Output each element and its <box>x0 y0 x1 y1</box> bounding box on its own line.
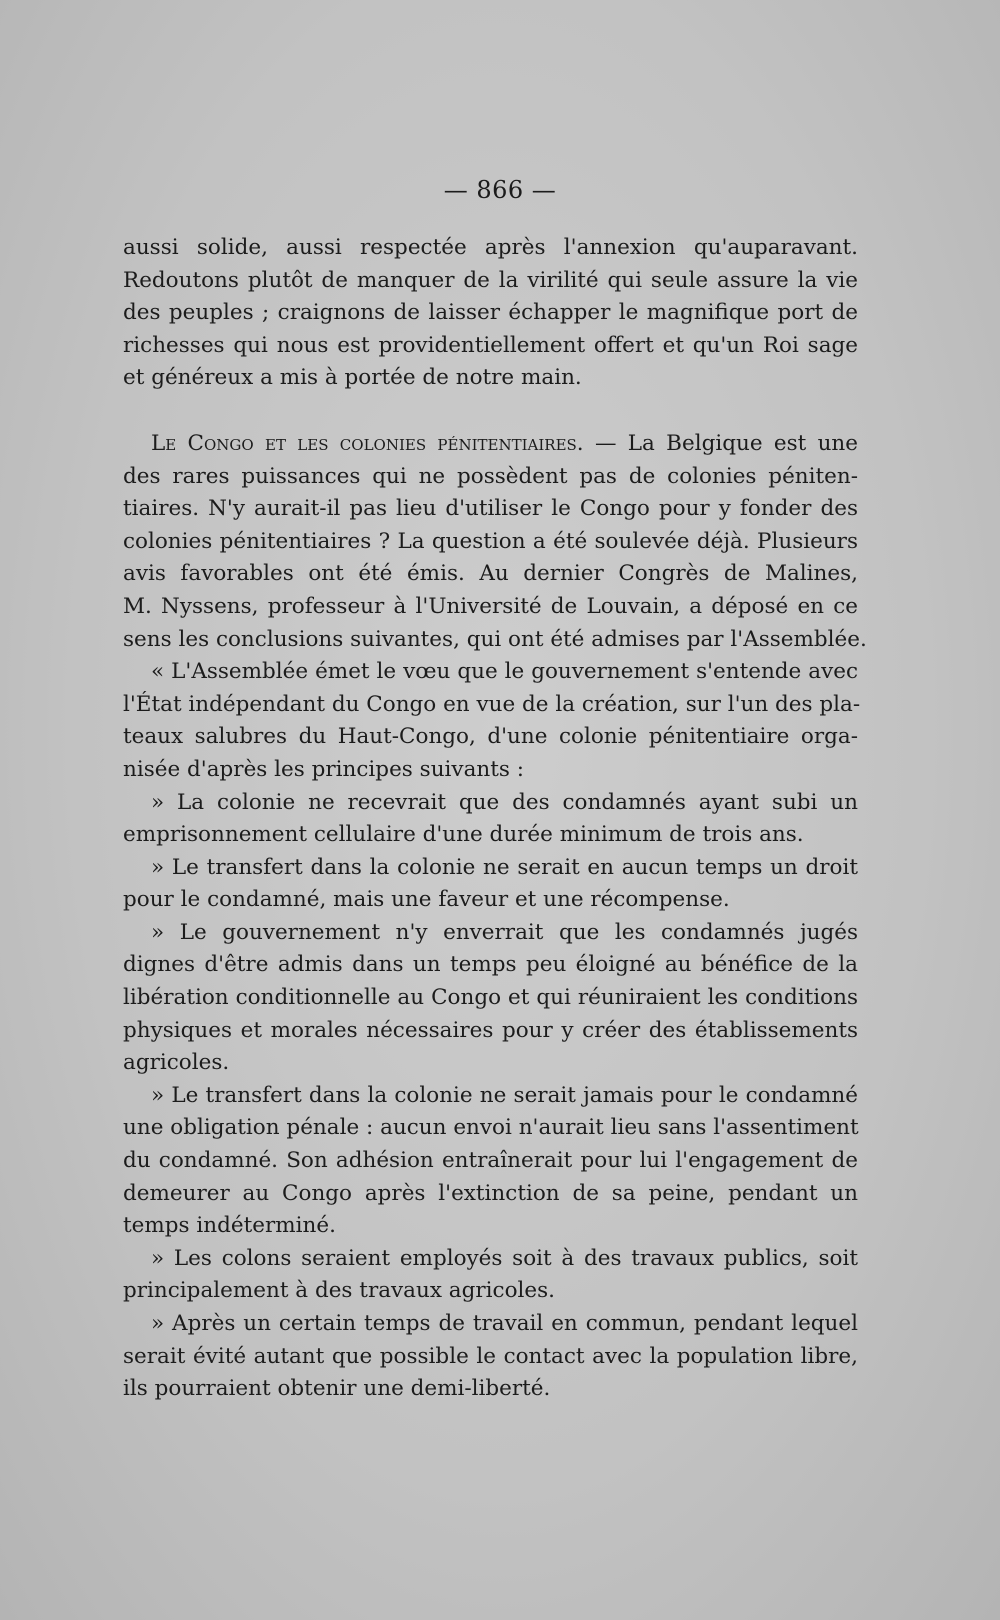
paragraph <box>123 787 858 852</box>
section-heading: Le Congo et les colonies pénitentiaires. <box>151 430 584 456</box>
text-line: l'État indépendant du Congo en vue de la création, sur l'un des pla- <box>123 691 861 717</box>
text-line: des peuples ; craignons de laisser échapper le magnifique port de <box>123 300 858 326</box>
text-line: Redoutons plutôt de manquer de la virilité qui seule assure la vie <box>123 267 858 293</box>
text-line: ils pourraient obtenir une demi-liberté. <box>123 1376 551 1402</box>
text-line: pour le condamné, mais une faveur et une récompense. <box>123 887 730 913</box>
text-line: libération conditionnelle au Congo et qui réuniraient les conditions <box>123 985 858 1011</box>
text-line: principalement à des travaux agricoles. <box>123 1278 555 1304</box>
text-line: dignes d'être admis dans un temps peu éloigné au bénéfice de la <box>123 952 858 978</box>
text-line: tiaires. N'y aurait-il pas lieu d'utiliser le Congo pour y fonder des <box>123 496 858 522</box>
text-line: du condamné. Son adhésion entraînerait pour lui l'engagement de <box>123 1148 858 1174</box>
paragraph <box>123 656 861 786</box>
text-line: serait évité autant que possible le contact avec la population libre, <box>123 1343 858 1369</box>
page-number: — 866 — <box>443 176 557 204</box>
paragraph <box>123 428 867 656</box>
text-line: M. Nyssens, professeur à l'Université de Louvain, a déposé en ce <box>123 593 858 619</box>
paragraph <box>123 1243 858 1308</box>
text-line: » La colonie ne recevrait que des condamnés ayant subi un <box>151 789 858 815</box>
text-line: » Le gouvernement n'y enverrait que les condamnés jugés <box>151 919 858 945</box>
text-line: teaux salubres du Haut-Congo, d'une colonie pénitentiaire orga- <box>123 724 858 750</box>
text-line: demeurer au Congo après l'extinction de sa peine, pendant un <box>123 1180 858 1206</box>
text-line: » Après un certain temps de travail en commun, pendant lequel <box>151 1311 858 1336</box>
text-line: sens les conclusions suivantes, qui ont été admises par l'Assemblée. <box>123 626 867 652</box>
text-line <box>123 428 858 461</box>
text-line: colonies pénitentiaires ? La question a été soulevée déjà. Plusieurs <box>123 528 858 554</box>
paragraph <box>123 1308 858 1406</box>
text-line: physiques et morales nécessaires pour y créer des établissements <box>123 1017 858 1043</box>
text-line: aussi solide, aussi respectée après l'annexion qu'auparavant. <box>123 235 858 260</box>
text-line: des rares puissances qui ne possèdent pas de colonies péniten- <box>123 463 858 489</box>
text-line: temps indéterminé. <box>123 1213 336 1239</box>
paragraph <box>123 917 858 1080</box>
text-line: emprisonnement cellulaire d'une durée minimum de trois ans. <box>123 822 804 848</box>
text-line: avis favorables ont été émis. Au dernier Congrès de Malines, <box>123 561 858 587</box>
text-line: » Le transfert dans la colonie ne serait jamais pour le condamné <box>151 1082 858 1108</box>
paragraph <box>123 232 858 395</box>
text-line: agricoles. <box>123 1050 230 1076</box>
text-line: nisée d'après les principes suivants : <box>123 756 524 782</box>
heading-continuation: — La Belgique est une <box>583 430 859 456</box>
text-line: une obligation pénale : aucun envoi n'aurait lieu sans l'assentiment <box>123 1115 859 1141</box>
body-text <box>123 232 867 1406</box>
text-line: « L'Assemblée émet le vœu que le gouvernement s'entende avec <box>151 659 858 685</box>
text-line: richesses qui nous est providentiellement offert et qu'un Roi sage <box>123 332 858 358</box>
text-line: » Le transfert dans la colonie ne serait en aucun temps un droit <box>151 854 858 880</box>
text-line: et généreux a mis à portée de notre main. <box>123 365 582 391</box>
paragraph <box>123 852 858 917</box>
text-line: » Les colons seraient employés soit à des travaux publics, soit <box>151 1245 858 1271</box>
paragraph <box>123 1080 858 1243</box>
paragraph-gap <box>123 395 858 428</box>
